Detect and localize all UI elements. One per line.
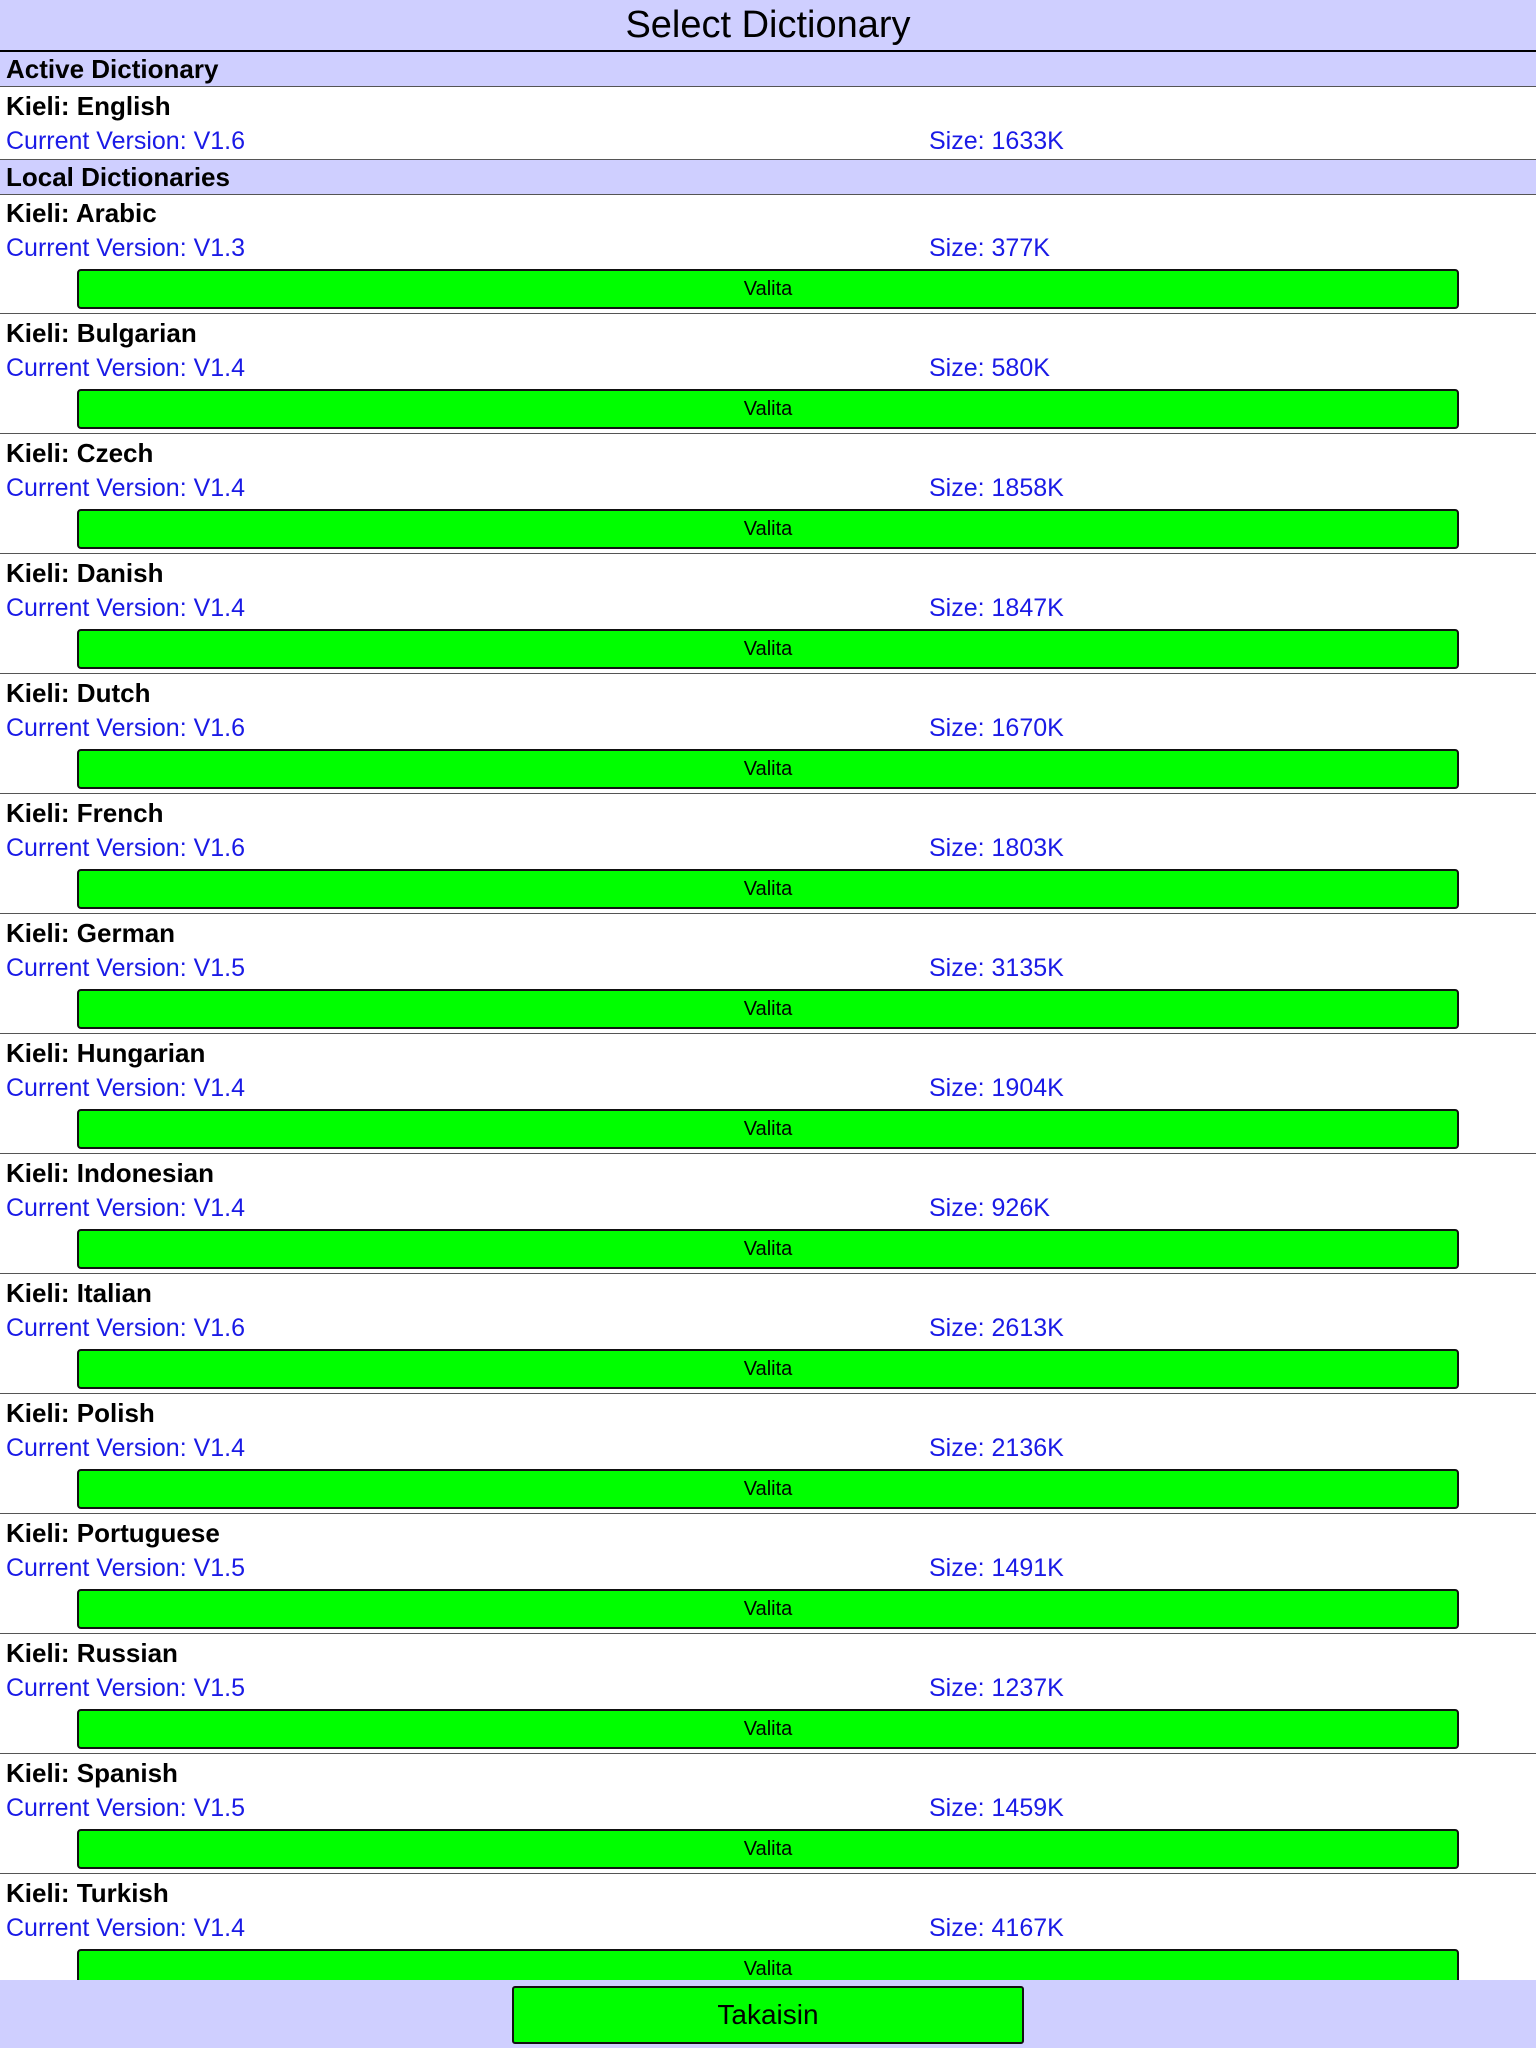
- dictionary-item-danish: [0, 554, 1536, 674]
- page-title: Select Dictionary: [625, 3, 911, 46]
- footer-bar: [0, 1980, 1536, 2048]
- dictionary-item-turkish: [0, 1874, 1536, 1980]
- dictionary-size: Size: 377K: [929, 234, 1050, 262]
- section-label: Local Dictionaries: [6, 161, 230, 192]
- current-version: Current Version: V1.4: [6, 354, 246, 382]
- language-name: Kieli: French: [6, 798, 164, 828]
- select-button[interactable]: Valita: [77, 749, 1459, 789]
- current-version: Current Version: V1.6: [6, 1314, 246, 1342]
- local-dictionaries-list[interactable]: [0, 194, 1536, 1980]
- current-version: Current Version: V1.4: [6, 1914, 246, 1942]
- current-version: Current Version: V1.6: [6, 834, 246, 862]
- dictionary-item-italian: [0, 1274, 1536, 1394]
- select-button[interactable]: Valita: [77, 1709, 1459, 1749]
- current-version: Current Version: V1.5: [6, 1674, 246, 1702]
- dictionary-size: Size: 1858K: [929, 474, 1064, 502]
- language-name: Kieli: Bulgarian: [6, 318, 197, 348]
- language-name: Kieli: Dutch: [6, 678, 151, 708]
- dictionary-item-russian: [0, 1634, 1536, 1754]
- select-button[interactable]: Valita: [77, 1589, 1459, 1629]
- current-version: Current Version: V1.4: [6, 474, 246, 502]
- select-button[interactable]: Valita: [77, 1469, 1459, 1509]
- select-button[interactable]: Valita: [77, 989, 1459, 1029]
- dictionary-size: Size: 1491K: [929, 1554, 1064, 1582]
- select-button[interactable]: Valita: [77, 269, 1459, 309]
- dictionary-item-french: [0, 794, 1536, 914]
- dictionary-item-german: [0, 914, 1536, 1034]
- dictionary-item-portuguese: [0, 1514, 1536, 1634]
- current-version: Current Version: V1.5: [6, 1794, 246, 1822]
- dictionary-size: Size: 1633K: [929, 127, 1064, 155]
- active-dictionary-entry: [0, 87, 1536, 160]
- language-name: Kieli: English: [6, 91, 171, 121]
- dictionary-item-czech: [0, 434, 1536, 554]
- dictionary-size: Size: 4167K: [929, 1914, 1064, 1942]
- select-button[interactable]: Valita: [77, 629, 1459, 669]
- dictionary-item-polish: [0, 1394, 1536, 1514]
- dictionary-item-hungarian: [0, 1034, 1536, 1154]
- select-button[interactable]: Valita: [77, 1109, 1459, 1149]
- language-name: Kieli: Danish: [6, 558, 164, 588]
- select-button[interactable]: Valita: [77, 869, 1459, 909]
- language-name: Kieli: Czech: [6, 438, 154, 468]
- language-name: Kieli: Polish: [6, 1398, 155, 1428]
- current-version: Current Version: V1.6: [6, 714, 246, 742]
- dictionary-size: Size: 580K: [929, 354, 1050, 382]
- dictionary-size: Size: 1847K: [929, 594, 1064, 622]
- dictionary-size: Size: 1237K: [929, 1674, 1064, 1702]
- current-version: Current Version: V1.4: [6, 1194, 246, 1222]
- current-version: Current Version: V1.4: [6, 1074, 246, 1102]
- current-version: Current Version: V1.3: [6, 234, 246, 262]
- language-name: Kieli: German: [6, 918, 176, 948]
- language-name: Kieli: Hungarian: [6, 1038, 206, 1068]
- dictionary-item-arabic: [0, 194, 1536, 314]
- dictionary-size: Size: 926K: [929, 1194, 1050, 1222]
- language-name: Kieli: Russian: [6, 1638, 178, 1668]
- current-version: Current Version: V1.6: [6, 127, 246, 155]
- dictionary-item-bulgarian: [0, 314, 1536, 434]
- language-name: Kieli: Italian: [6, 1278, 152, 1308]
- select-button[interactable]: Valita: [77, 1229, 1459, 1269]
- select-button[interactable]: Valita: [77, 509, 1459, 549]
- language-name: Kieli: Portuguese: [6, 1518, 220, 1548]
- active-dictionary-header: [0, 52, 1536, 87]
- select-button[interactable]: Valita: [77, 1349, 1459, 1389]
- dictionary-size: Size: 1670K: [929, 714, 1064, 742]
- current-version: Current Version: V1.4: [6, 594, 246, 622]
- dictionary-item-dutch: [0, 674, 1536, 794]
- section-label: Active Dictionary: [6, 53, 219, 84]
- select-button[interactable]: Valita: [77, 1949, 1459, 1980]
- language-name: Kieli: Turkish: [6, 1878, 169, 1908]
- current-version: Current Version: V1.5: [6, 954, 246, 982]
- language-name: Kieli: Indonesian: [6, 1158, 215, 1188]
- dictionary-size: Size: 1459K: [929, 1794, 1064, 1822]
- language-name: Kieli: Spanish: [6, 1758, 178, 1788]
- select-button[interactable]: Valita: [77, 1829, 1459, 1869]
- current-version: Current Version: V1.5: [6, 1554, 246, 1582]
- local-dictionaries-header: [0, 160, 1536, 195]
- dictionary-item-indonesian: [0, 1154, 1536, 1274]
- select-button[interactable]: Valita: [77, 389, 1459, 429]
- dictionary-item-spanish: [0, 1754, 1536, 1874]
- dictionary-size: Size: 2613K: [929, 1314, 1064, 1342]
- current-version: Current Version: V1.4: [6, 1434, 246, 1462]
- dictionary-size: Size: 1803K: [929, 834, 1064, 862]
- dictionary-size: Size: 2136K: [929, 1434, 1064, 1462]
- dictionary-size: Size: 3135K: [929, 954, 1064, 982]
- title-bar: [0, 0, 1536, 52]
- language-name: Kieli: Arabic: [6, 198, 157, 228]
- back-button[interactable]: Takaisin: [512, 1986, 1024, 2044]
- dictionary-size: Size: 1904K: [929, 1074, 1064, 1102]
